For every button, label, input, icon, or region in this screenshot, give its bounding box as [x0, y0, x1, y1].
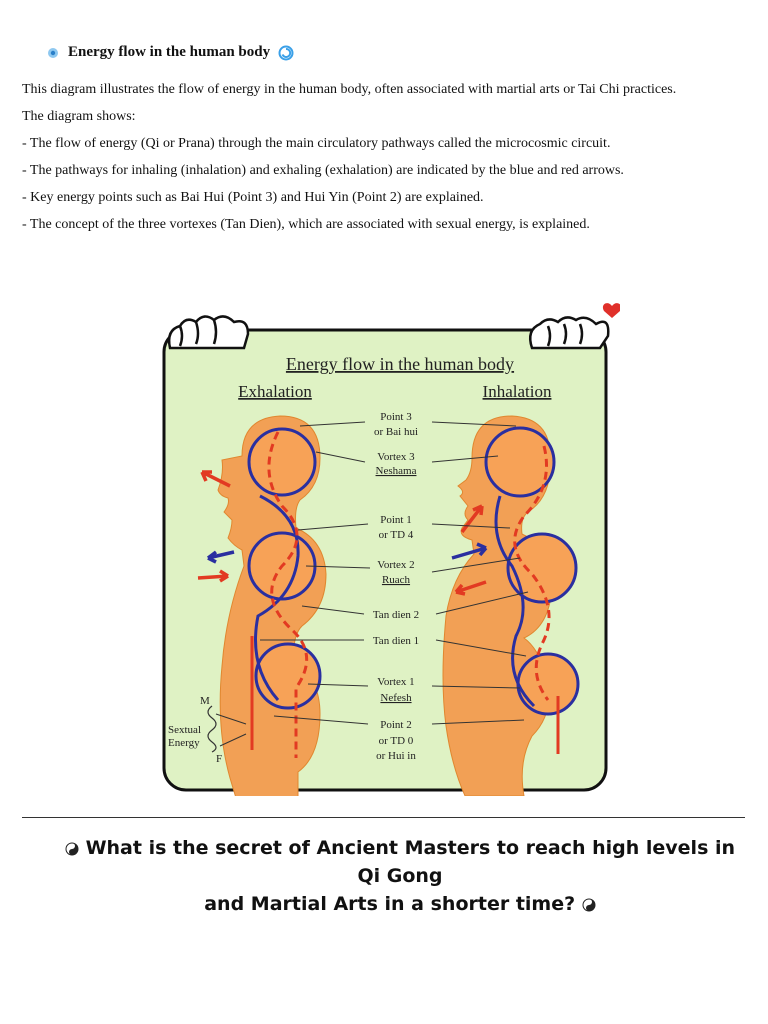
- divider: [22, 817, 745, 818]
- section-heading: [46, 44, 294, 61]
- m-label: M: [200, 695, 210, 707]
- point3-sublabel: or Bai hui: [374, 426, 418, 438]
- heart-icon: [603, 303, 620, 318]
- question-line-2: and Martial Arts in a shorter time?: [204, 893, 576, 915]
- left-vortex-1: [256, 644, 320, 708]
- vortex1-label: Vortex 1: [377, 676, 415, 688]
- point1-sublabel: or TD 4: [378, 529, 414, 541]
- energy-flow-diagram: [160, 296, 620, 796]
- exhalation-label: Exhalation: [238, 382, 312, 401]
- diagram-title: Energy flow in the human body: [285, 354, 515, 374]
- intro-line: - Key energy points such as Bai Hui (Point 3) and Hui Yin (Point 2) are explained.: [22, 190, 484, 205]
- right-vortex-1: [518, 654, 578, 714]
- intro-line: The diagram shows:: [22, 109, 136, 124]
- point3-label: Point 3: [380, 411, 412, 423]
- section-title: Energy flow in the human body: [68, 44, 271, 60]
- vortex1-name: Nefesh: [380, 692, 412, 704]
- intro-line: This diagram illustrates the flow of energy in the human body, often associated with martial arts or Tai Chi practices.: [22, 82, 677, 97]
- point2-label: Point 2: [380, 719, 412, 731]
- vortex2-name: Ruach: [381, 574, 411, 586]
- vortex2-label: Vortex 2: [377, 559, 415, 571]
- inhalation-label: Inhalation: [482, 382, 552, 401]
- question-line-1: What is the secret of Ancient Masters to reach high levels in Qi Gong: [85, 837, 736, 887]
- vortex3-label: Vortex 3: [377, 451, 415, 463]
- left-hand-icon: [169, 316, 248, 348]
- right-hand-icon: [530, 317, 608, 348]
- question-heading: [60, 834, 740, 918]
- intro-text: [22, 76, 752, 238]
- point2-sublabel: or TD 0: [378, 735, 414, 747]
- yin-yang-icon: [582, 898, 596, 912]
- tandien1-label: Tan dien 1: [372, 635, 420, 647]
- intro-line: - The concept of the three vortexes (Tan Dien), which are associated with sexual energy, is explained.: [22, 217, 590, 232]
- point1-label: Point 1: [380, 514, 412, 526]
- sexual-energy-label: Sextual: [168, 724, 201, 736]
- f-label: F: [216, 753, 223, 765]
- swirl-icon: [46, 46, 60, 60]
- tandien2-label: Tan dien 2: [372, 609, 420, 621]
- point2-sublabel-2: or Hui in: [376, 750, 416, 762]
- cyclone-icon: [278, 45, 294, 61]
- yin-yang-icon: [65, 842, 79, 856]
- vortex3-name: Neshama: [375, 465, 417, 477]
- sexual-energy-label-2: Energy: [168, 737, 200, 749]
- intro-line: - The flow of energy (Qi or Prana) through the main circulatory pathways called the microcosmic circuit.: [22, 136, 611, 151]
- left-vortex-3: [249, 429, 315, 495]
- intro-line: - The pathways for inhaling (inhalation) and exhaling (exhalation) are indicated by the blue and red arrows.: [22, 163, 624, 178]
